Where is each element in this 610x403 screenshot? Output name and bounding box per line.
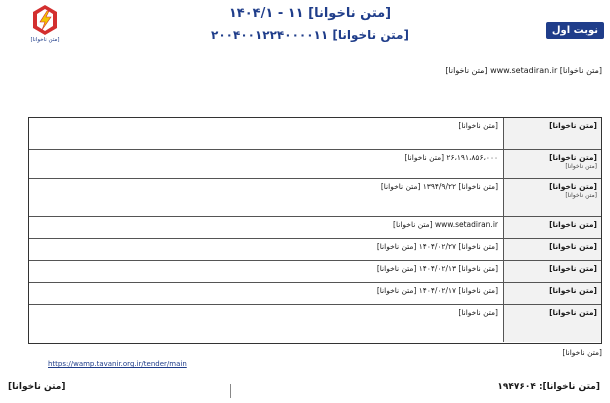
- intro-paragraph: [متن ناخوانا] www.setadiran.ir [متن ناخوانا]: [445, 66, 602, 75]
- row-value: ۲۶،۱۹۱،۸۵۶،۰۰۰ [متن ناخوانا]: [404, 153, 498, 162]
- notice-header: [0, 0, 610, 62]
- row-value: [متن ناخوانا] ۱۴۰۴/۰۲/۱۳ [متن ناخوانا]: [376, 264, 498, 273]
- table-row: [29, 239, 601, 261]
- table-row: [29, 283, 601, 305]
- row-label: [503, 305, 601, 342]
- row-label: [503, 261, 601, 282]
- notice-share-number: [متن ناخوانا]: ۱۹۴۷۶۰۴: [497, 382, 600, 392]
- row-label-text: [متن ناخوانا]: [549, 220, 597, 229]
- row-label: [503, 118, 601, 149]
- tender-portal-link[interactable]: https://wamp.tavanir.org.ir/tender/main: [48, 360, 187, 368]
- row-value: [متن ناخوانا]: [458, 308, 498, 317]
- row-label: [503, 283, 601, 304]
- utility-company-logo-icon: [30, 4, 60, 36]
- table-row: [29, 217, 601, 239]
- row-label: [503, 217, 601, 238]
- table-row: [29, 118, 601, 150]
- bar-divider: [230, 384, 231, 398]
- row-sublabel: [متن ناخوانا]: [565, 192, 597, 199]
- tender-details-table: [28, 117, 602, 344]
- footer-paragraph: [متن ناخوانا]: [562, 348, 602, 357]
- row-value: [متن ناخوانا] ۱۴۰۴/۰۲/۲۷ [متن ناخوانا]: [376, 242, 498, 251]
- row-sublabel: [متن ناخوانا]: [565, 163, 597, 170]
- table-row: [29, 179, 601, 217]
- row-value: [متن ناخوانا] ۱۳۹۴/۹/۲۲ [متن ناخوانا]: [380, 182, 498, 191]
- table-row: [29, 150, 601, 179]
- row-label-text: [متن ناخوانا]: [549, 153, 597, 162]
- row-label: [503, 179, 601, 216]
- row-value: www.setadiran.ir [متن ناخوانا]: [393, 220, 498, 229]
- row-label: [503, 150, 601, 178]
- round-badge: نوبت اول: [546, 22, 604, 39]
- row-label-text: [متن ناخوانا]: [549, 308, 597, 317]
- row-label-text: [متن ناخوانا]: [549, 182, 597, 191]
- public-relations-label: [متن ناخوانا]: [8, 382, 66, 392]
- row-label-text: [متن ناخوانا]: [549, 264, 597, 273]
- row-value: [متن ناخوانا]: [458, 121, 498, 130]
- row-value: [متن ناخوانا] ۱۴۰۴/۰۲/۱۷ [متن ناخوانا]: [376, 286, 498, 295]
- table-row: [29, 261, 601, 283]
- row-label-text: [متن ناخوانا]: [549, 242, 597, 251]
- row-label-text: [متن ناخوانا]: [549, 121, 597, 130]
- table-row: [29, 305, 601, 342]
- notice-title: [متن ناخوانا] ۱۱ - ۱۴۰۴/۱: [228, 6, 392, 21]
- row-label-text: [متن ناخوانا]: [549, 286, 597, 295]
- row-label: [503, 239, 601, 260]
- notice-subtitle: [متن ناخوانا] ۲۰۰۴۰۰۱۲۲۴۰۰۰۰۱۱: [211, 28, 409, 42]
- logo-caption: [متن ناخوانا]: [30, 37, 60, 43]
- bottom-bar: [0, 376, 610, 403]
